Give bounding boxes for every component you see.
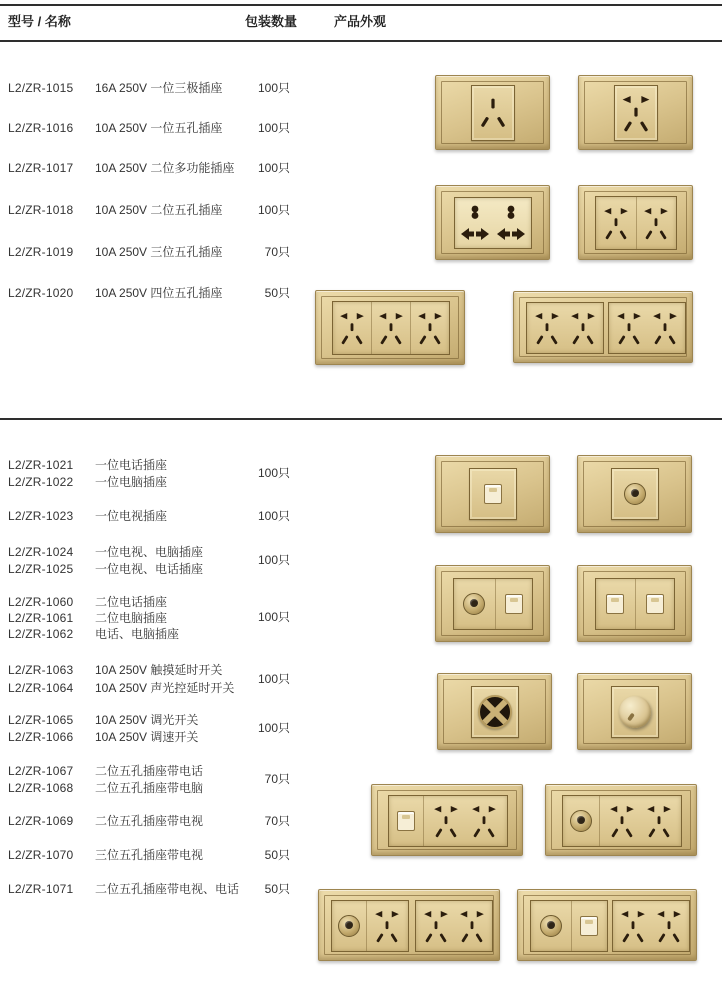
- product-name: 一位电视、电脑插座: [95, 545, 204, 559]
- five-hole-socket-icon: [650, 308, 680, 348]
- model-number: L2/ZR-1016: [8, 121, 74, 135]
- rj-jack-icon: [580, 916, 598, 936]
- coax-connector-icon: [540, 915, 562, 937]
- model-number: L2/ZR-1068: [8, 781, 74, 795]
- table-row: [0, 160, 722, 176]
- module-divider: [571, 901, 572, 951]
- product-name: 10A 250V 调光开关: [95, 713, 199, 727]
- product-image-triple-5hole-socket: [315, 290, 465, 365]
- five-hole-socket-icon: [532, 308, 562, 348]
- five-hole-socket-icon: [415, 308, 445, 348]
- package-quantity: 50只: [264, 848, 290, 862]
- top-rule: [0, 4, 722, 6]
- package-quantity: 100只: [257, 721, 290, 735]
- product-image-double-5hole-socket: [578, 185, 693, 260]
- product-image-3pin-socket: [435, 75, 550, 150]
- module-divider: [635, 579, 636, 629]
- package-quantity: 100只: [257, 509, 290, 523]
- package-quantity: 100只: [257, 672, 290, 686]
- column-header-appearance: 产品外观: [334, 14, 387, 29]
- five-hole-socket-icon: [372, 906, 402, 946]
- product-name: 10A 250V 二位五孔插座: [95, 203, 223, 217]
- package-quantity: 100只: [257, 121, 290, 135]
- socket-module: [471, 85, 515, 141]
- column-header-model: 型号 / 名称: [8, 14, 71, 29]
- coax-center: [470, 599, 478, 607]
- package-quantity: 100只: [257, 610, 290, 624]
- model-number: L2/ZR-1020: [8, 286, 74, 300]
- package-quantity: 70只: [264, 814, 290, 828]
- dimmer-knob-icon: [619, 696, 651, 728]
- product-name: 二位电脑插座: [95, 611, 168, 625]
- product-name: 二位五孔插座带电脑: [95, 781, 204, 795]
- module-divider: [495, 579, 496, 629]
- rj-jack-icon: [606, 594, 624, 614]
- product-name: 二位电话插座: [95, 595, 168, 609]
- model-number: L2/ZR-1025: [8, 562, 74, 576]
- coax-connector-icon: [463, 593, 485, 615]
- model-number: L2/ZR-1065: [8, 713, 74, 727]
- jack-slot: [489, 488, 497, 492]
- jack-slot: [402, 815, 410, 819]
- universal-socket-icon: [460, 202, 490, 244]
- coax-connector-icon: [624, 483, 646, 505]
- package-quantity: 50只: [264, 286, 290, 300]
- coax-center: [547, 921, 555, 929]
- five-hole-socket-icon: [641, 203, 671, 243]
- socket-module: [332, 301, 450, 355]
- socket-module: [614, 85, 658, 141]
- product-name: 二位五孔插座带电话: [95, 764, 204, 778]
- rj-jack-icon: [505, 594, 523, 614]
- product-image-5hole-socket: [578, 75, 693, 150]
- product-image-double-jack: [577, 565, 692, 642]
- package-quantity: 70只: [264, 245, 290, 259]
- combo-module: [388, 795, 508, 847]
- touch-switch-icon: [478, 695, 512, 729]
- table-row: [0, 544, 722, 561]
- package-quantity: 100只: [257, 553, 290, 567]
- coax-center: [631, 489, 639, 497]
- five-hole-socket-icon: [644, 801, 674, 841]
- coax-connector-icon: [338, 915, 360, 937]
- header-rule: [0, 40, 722, 42]
- combo-module: [562, 795, 682, 847]
- model-number: L2/ZR-1019: [8, 245, 74, 259]
- product-name: 电话、电脑插座: [95, 627, 180, 641]
- five-hole-socket-icon: [654, 906, 684, 946]
- product-image-touch-delay-switch: [437, 673, 552, 750]
- five-hole-socket-icon: [421, 906, 451, 946]
- combo-module: [453, 578, 533, 630]
- five-hole-socket-icon: [618, 906, 648, 946]
- product-name: 10A 250V 四位五孔插座: [95, 286, 223, 300]
- product-image-quad-5hole-socket: [513, 291, 693, 363]
- jack-slot: [651, 598, 659, 602]
- model-number: L2/ZR-1063: [8, 663, 74, 677]
- model-number: L2/ZR-1024: [8, 545, 74, 559]
- coax-center: [577, 816, 585, 824]
- product-image-universal-socket: [435, 185, 550, 260]
- product-image-tv-socket: [577, 455, 692, 533]
- switch-module: [611, 686, 659, 738]
- model-number: L2/ZR-1071: [8, 882, 74, 896]
- product-name: 10A 250V 触摸延时开关: [95, 663, 223, 677]
- five-hole-socket-icon: [619, 91, 653, 135]
- product-name: 三位五孔插座带电视: [95, 848, 204, 862]
- model-number: L2/ZR-1021: [8, 458, 74, 472]
- model-number: L2/ZR-1018: [8, 203, 74, 217]
- product-name: 二位五孔插座带电视、电话: [95, 882, 240, 896]
- product-name: 10A 250V 调速开关: [95, 730, 199, 744]
- five-hole-socket-icon: [601, 203, 631, 243]
- five-hole-socket-icon: [457, 906, 487, 946]
- jack-slot: [611, 598, 619, 602]
- jack-slot: [510, 598, 518, 602]
- socket-module: [526, 302, 604, 354]
- model-number: L2/ZR-1064: [8, 681, 74, 695]
- five-hole-socket-icon: [469, 801, 499, 841]
- table-row: [0, 763, 722, 780]
- product-image-tv-double-5hole: [545, 784, 697, 856]
- module-divider: [599, 796, 600, 846]
- five-hole-socket-icon: [614, 308, 644, 348]
- module-divider: [636, 197, 637, 249]
- switch-module: [471, 686, 519, 738]
- rj-jack-icon: [484, 484, 502, 504]
- product-name: 10A 250V 三位五孔插座: [95, 245, 223, 259]
- product-name: 16A 250V 一位三极插座: [95, 81, 223, 95]
- module-divider: [410, 302, 411, 354]
- package-quantity: 70只: [264, 772, 290, 786]
- socket-module: [612, 900, 690, 952]
- product-name: 一位电视插座: [95, 509, 168, 523]
- knob-notch: [627, 712, 635, 721]
- product-name: 10A 250V 一位五孔插座: [95, 121, 223, 135]
- product-image-tv-triple-5hole: [318, 889, 500, 961]
- coax-module: [611, 468, 659, 520]
- model-number: L2/ZR-1061: [8, 611, 74, 625]
- socket-module: [595, 196, 677, 250]
- five-hole-socket-icon: [376, 308, 406, 348]
- model-number: L2/ZR-1022: [8, 475, 74, 489]
- package-quantity: 100只: [257, 81, 290, 95]
- product-name: 10A 250V 二位多功能插座: [95, 161, 235, 175]
- universal-socket-icon: [496, 202, 526, 244]
- product-image-tv-jack-double-5hole: [517, 889, 697, 961]
- product-name: 一位电脑插座: [95, 475, 168, 489]
- combo-module: [595, 578, 675, 630]
- module-divider: [366, 901, 367, 951]
- module-divider: [423, 796, 424, 846]
- model-number: L2/ZR-1017: [8, 161, 74, 175]
- product-name: 二位五孔插座带电视: [95, 814, 204, 828]
- jack-module: [469, 468, 517, 520]
- model-number: L2/ZR-1069: [8, 814, 74, 828]
- product-image-phone-jack: [435, 455, 550, 533]
- combo-module: [331, 900, 409, 952]
- product-name: 10A 250V 声光控延时开关: [95, 681, 235, 695]
- socket-module: [608, 302, 686, 354]
- model-number: L2/ZR-1023: [8, 509, 74, 523]
- model-number: L2/ZR-1070: [8, 848, 74, 862]
- package-quantity: 100只: [257, 161, 290, 175]
- rj-jack-icon: [646, 594, 664, 614]
- package-quantity: 100只: [257, 203, 290, 217]
- five-hole-socket-icon: [337, 308, 367, 348]
- jack-slot: [585, 920, 593, 924]
- section-divider-rule: [0, 418, 722, 420]
- package-quantity: 100只: [257, 466, 290, 480]
- package-quantity: 50只: [264, 882, 290, 896]
- model-number: L2/ZR-1015: [8, 81, 74, 95]
- product-name: 一位电话插座: [95, 458, 168, 472]
- model-number: L2/ZR-1067: [8, 764, 74, 778]
- five-hole-socket-icon: [431, 801, 461, 841]
- column-header-quantity: 包装数量: [245, 14, 298, 29]
- combo-module: [530, 900, 608, 952]
- model-number: L2/ZR-1060: [8, 595, 74, 609]
- module-divider: [371, 302, 372, 354]
- three-pin-socket-icon: [476, 91, 510, 135]
- product-image-dimmer-switch: [577, 673, 692, 750]
- coax-connector-icon: [570, 810, 592, 832]
- product-image-jack-double-5hole: [371, 784, 523, 856]
- five-hole-socket-icon: [568, 308, 598, 348]
- rj-jack-icon: [397, 811, 415, 831]
- socket-module: [454, 197, 532, 249]
- five-hole-socket-icon: [607, 801, 637, 841]
- socket-module: [415, 900, 493, 952]
- model-number: L2/ZR-1062: [8, 627, 74, 641]
- model-number: L2/ZR-1066: [8, 730, 74, 744]
- product-name: 一位电视、电话插座: [95, 562, 204, 576]
- product-image-tv-jack-combo: [435, 565, 550, 642]
- coax-center: [345, 921, 353, 929]
